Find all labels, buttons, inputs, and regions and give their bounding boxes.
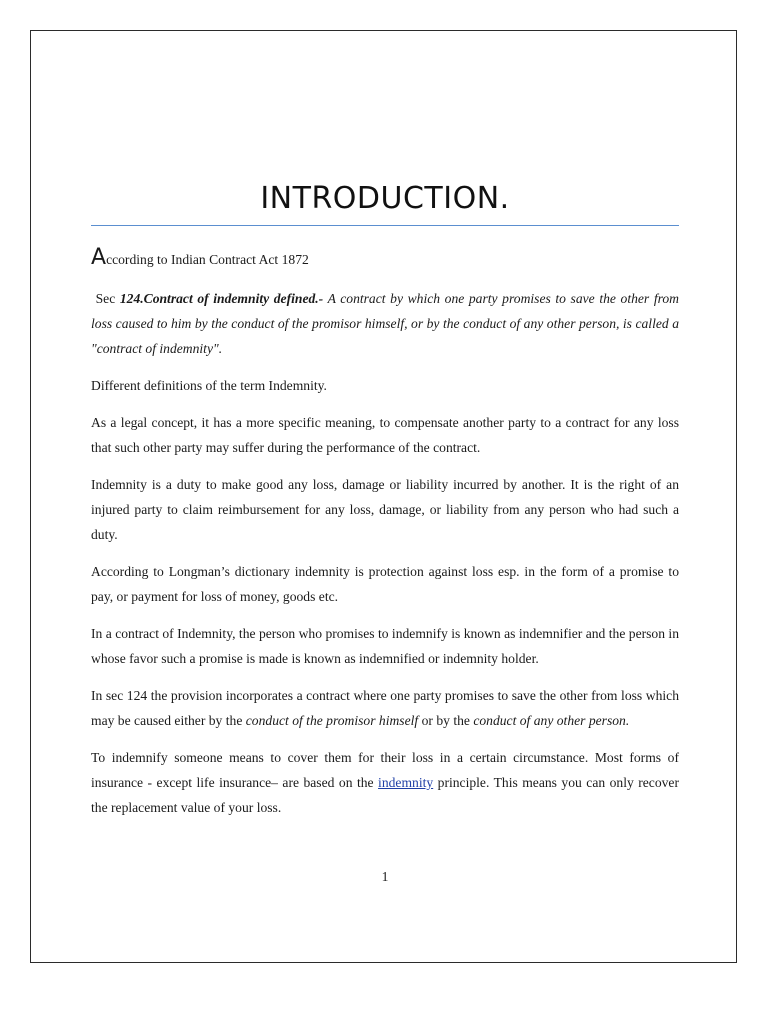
p6-text-a: In sec 124 the provision incorporates a contract where one party promises to save the other from loss which may be caused either by the xyxy=(91,688,679,728)
p6-italic-promisor: conduct of the promisor himself xyxy=(245,713,419,728)
section-prefix: Sec xyxy=(91,291,120,306)
intro-line xyxy=(91,245,679,272)
p7-text-b: principle. This means you can only recover the replacement value of your loss. xyxy=(91,775,679,815)
paragraph-duty: Indemnity is a duty to make good any loss, damage or liability incurred by another. It is the right of an injured party to claim reimbursement for any loss, damage, or liability from any person who had such a duty. xyxy=(91,477,679,542)
paragraph-indemnifier: In a contract of Indemnity, the person who promises to indemnify is known as indemnifier and the person in whose favor such a promise is made is known as indemnified or indemnity holder. xyxy=(91,626,679,666)
paragraph-definitions: Different definitions of the term Indemnity. xyxy=(91,378,327,393)
section-text: A contract by which one party promises to save the other from loss caused to him by the conduct of the promisor himself, or by the conduct of any other person, is called a "contract of indemnity". xyxy=(91,291,679,356)
paragraph-longman: According to Longman’s dictionary indemnity is protection against loss esp. in the form of a promise to pay, or payment for loss of money, goods etc. xyxy=(91,564,679,604)
drop-cap: A xyxy=(91,245,107,270)
paragraph-sec-124 xyxy=(91,683,679,733)
intro-text: ccording to Indian Contract Act 1872 xyxy=(106,252,309,267)
paragraph-insurance xyxy=(91,745,679,820)
document-page xyxy=(30,30,737,963)
p6-italic-other-person: conduct of any other person. xyxy=(473,713,630,728)
indemnity-link[interactable]: indemnity xyxy=(378,775,434,790)
section-heading: 124.Contract of indemnity defined.- xyxy=(119,291,324,306)
p7-text-a: To indemnify someone means to cover them for their loss in a certain circumstance. Most forms of insurance - except life insurance– are based on the xyxy=(91,750,679,790)
page-title: INTRODUCTION. xyxy=(260,181,510,216)
title-underline xyxy=(91,225,679,226)
document-body xyxy=(91,245,679,832)
page-number: 1 xyxy=(381,869,389,884)
p6-text-c: or by the xyxy=(418,713,474,728)
section-124-paragraph xyxy=(91,286,679,361)
paragraph-legal-concept: As a legal concept, it has a more specific meaning, to compensate another party to a contract for any loss that such other party may suffer during the performance of the contract. xyxy=(91,415,679,455)
